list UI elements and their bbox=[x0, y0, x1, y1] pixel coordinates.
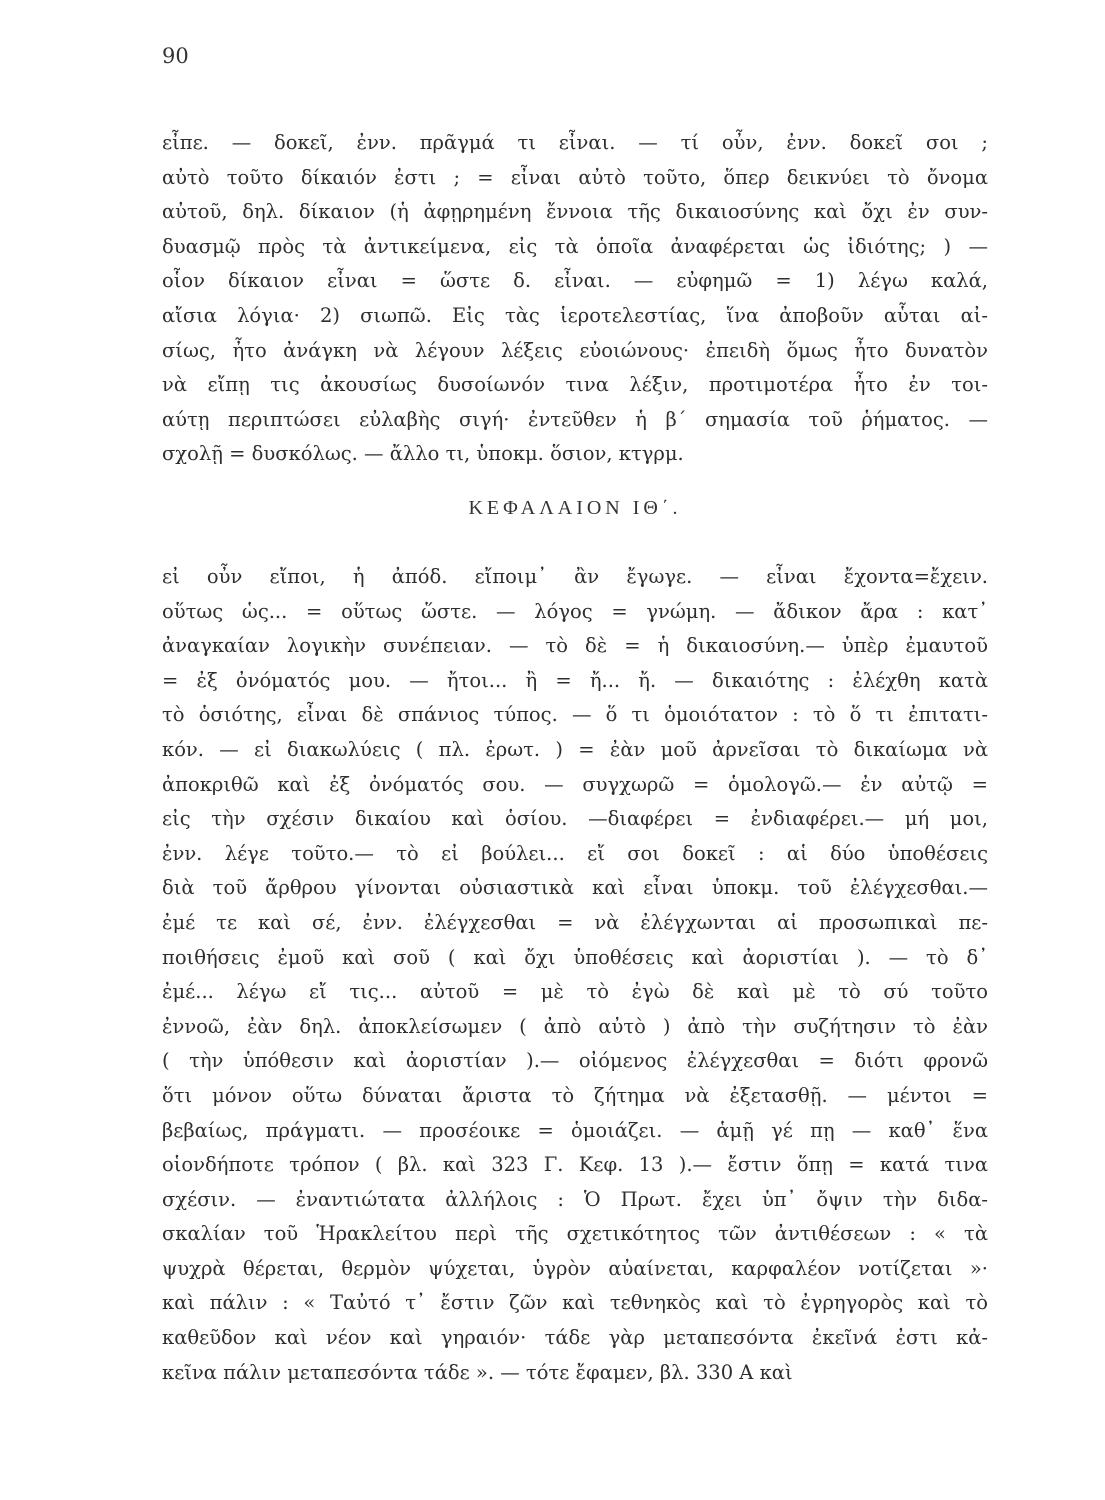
text-line: νὰ εἴπῃ τις ἀκουσίως δυσοίωνόν τινα λέξιν, προτιμοτέρα ἦτο ἐν τοι- bbox=[162, 373, 988, 397]
text-line: = ἐξ ὀνόματός μου. — ἤτοι... ἢ = ἤ... ἤ. — δικαιότης : ἐλέχθη κατὰ bbox=[162, 668, 988, 692]
text-line: εἰς τὴν σχέσιν δικαίου καὶ ὁσίου. —διαφέρει = ἐνδιαφέρει.— μή μοι, bbox=[162, 807, 988, 831]
text-line: οἷον δίκαιον εἶναι = ὥστε δ. εἶναι. — εὐφημῶ = 1) λέγω καλά, bbox=[162, 269, 988, 293]
chapter-heading: ΚΕΦΑΛΑΙΟΝ ΙΘ΄. bbox=[468, 497, 682, 519]
page-number: 90 bbox=[162, 44, 189, 68]
text-line: αὐτὸ τοῦτο δίκαιόν ἐστι ; = εἶναι αὐτὸ τοῦτο, ὅπερ δεικνύει τὸ ὄνομα bbox=[162, 165, 988, 189]
text-line: ἐμέ τε καὶ σέ, ἐνν. ἐλέγχεσθαι = νὰ ἐλέγχωνται αἱ προσωπικαὶ πε- bbox=[162, 910, 988, 934]
text-line: βεβαίως, πράγματι. — προσέοικε = ὁμοιάζει. — ἁμῇ γέ πῃ — καθ᾽ ἕνα bbox=[162, 1118, 988, 1142]
text-line: σχολῇ = δυσκόλως. — ἄλλο τι, ὑποκμ. ὅσιον, κτγρμ. bbox=[162, 442, 684, 466]
text-line: σχέσιν. — ἐναντιώτατα ἀλλήλοις : Ὁ Πρωτ. ἔχει ὑπ᾽ ὄψιν τὴν διδα- bbox=[162, 1187, 988, 1211]
text-line: κόν. — εἰ διακωλύεις ( πλ. ἐρωτ. ) = ἐὰν μοῦ ἀρνεῖσαι τὸ δικαίωμα νὰ bbox=[162, 737, 988, 761]
text-line: αἴσια λόγια· 2) σιωπῶ. Εἰς τὰς ἱεροτελεστίας, ἵνα ἀποβοῦν αὗται αἰ- bbox=[162, 303, 988, 327]
text-line: δυασμῷ πρὸς τὰ ἀντικείμενα, εἰς τὰ ὁποῖα ἀναφέρεται ὡς ἰδιότης; ) — bbox=[162, 234, 988, 258]
commentary-block-1 bbox=[162, 126, 988, 472]
text-line: αύτῃ περιπτώσει εὐλαβὴς σιγή· ἐντεῦθεν ἡ β΄ σημασία τοῦ ῥήματος. — bbox=[162, 407, 988, 431]
text-line: σκαλίαν τοῦ Ἡρακλείτου περὶ τῆς σχετικότητος τῶν ἀντιθέσεων : « τὰ bbox=[162, 1222, 988, 1246]
text-line: ( τὴν ὑπόθεσιν καὶ ἀοριστίαν ).— οἰόμενος ἐλέγχεσθαι = διότι φρονῶ bbox=[162, 1049, 988, 1073]
text-line: εἶπε. — δοκεῖ, ἐνν. πρᾶγμά τι εἶναι. — τί οὖν, ἐνν. δοκεῖ σοι ; bbox=[162, 131, 988, 154]
text-line: οἱονδήποτε τρόπον ( βλ. καὶ 323 Γ. Κεφ. 13 ).— ἔστιν ὅπῃ = κατά τινα bbox=[162, 1153, 988, 1177]
text-line: ἀποκριθῶ καὶ ἐξ ὀνόματός σου. — συγχωρῶ = ὁμολογῶ.— ἐν αὐτῷ = bbox=[162, 772, 988, 796]
text-line: τὸ ὁσιότης, εἶναι δὲ σπάνιος τύπος. — ὅ τι ὁμοιότατον : τὸ ὅ τι ἐπιτατι- bbox=[162, 703, 988, 727]
text-line: καὶ πάλιν : « Ταὐτό τ᾽ ἔστιν ζῶν καὶ τεθνηκὸς καὶ τὸ ἐγρηγορὸς καὶ τὸ bbox=[162, 1291, 988, 1315]
text-line: ποιθήσεις ἐμοῦ καὶ σοῦ ( καὶ ὄχι ὑποθέσεις καὶ ἀοριστίαι ). — τὸ δ᾽ bbox=[162, 945, 988, 969]
text-line: κεῖνα πάλιν μεταπεσόντα τάδε ». — τότε ἔφαμεν, βλ. 330 Α καὶ bbox=[162, 1360, 793, 1384]
text-line: ἐνν. λέγε τοῦτο.— τὸ εἰ βούλει... εἴ σοι δοκεῖ : αἱ δύο ὑποθέσεις bbox=[162, 841, 988, 865]
text-line: ὅτι μόνον οὕτω δύναται ἄριστα τὸ ζήτημα νὰ ἐξετασθῇ. — μέντοι = bbox=[162, 1083, 988, 1107]
text-line: ἐννοῶ, ἐὰν δηλ. ἀποκλείσωμεν ( ἀπὸ αὐτὸ ) ἀπὸ τὴν συζήτησιν τὸ ἐὰν bbox=[162, 1014, 988, 1038]
commentary-block-2 bbox=[162, 560, 988, 1390]
text-line: διὰ τοῦ ἄρθρου γίνονται οὐσιαστικὰ καὶ εἶναι ὑποκμ. τοῦ ἐλέγχεσθαι.— bbox=[162, 876, 988, 900]
text-line: εἰ οὖν εἴποι, ἡ ἀπόδ. εἴποιμ᾽ ἂν ἔγωγε. — εἶναι ἔχοντα=ἔχειν. bbox=[162, 565, 988, 588]
text-line: οὕτως ὡς... = οὕτως ὥστε. — λόγος = γνώμη. — ἄδικον ἄρα : κατ᾽ bbox=[162, 599, 988, 623]
text-line: ἀναγκαίαν λογικὴν συνέπειαν. — τὸ δὲ = ἡ δικαιοσύνη.— ὑπὲρ ἐμαυτοῦ bbox=[162, 634, 988, 658]
text-line: καθεῦδον καὶ νέον καὶ γηραιόν· τάδε γὰρ μεταπεσόντα ἐκεῖνά ἐστι κἀ- bbox=[162, 1326, 988, 1350]
text-line: ψυχρὰ θέρεται, θερμὸν ψύχεται, ὑγρὸν αὐαίνεται, καρφαλέον νοτίζεται »· bbox=[162, 1256, 988, 1280]
text-line: ἐμέ... λέγω εἴ τις... αὐτοῦ = μὲ τὸ ἐγὼ δὲ καὶ μὲ τὸ σύ τοῦτο bbox=[162, 980, 988, 1004]
text-line: αὐτοῦ, δηλ. δίκαιον (ἡ ἀφῃρημένη ἔννοια τῆς δικαιοσύνης καὶ ὄχι ἐν συν- bbox=[162, 200, 988, 224]
text-line: σίως, ἦτο ἀνάγκη νὰ λέγουν λέξεις εὐοιώνους· ἐπειδὴ ὅμως ἦτο δυνατὸν bbox=[162, 338, 988, 362]
